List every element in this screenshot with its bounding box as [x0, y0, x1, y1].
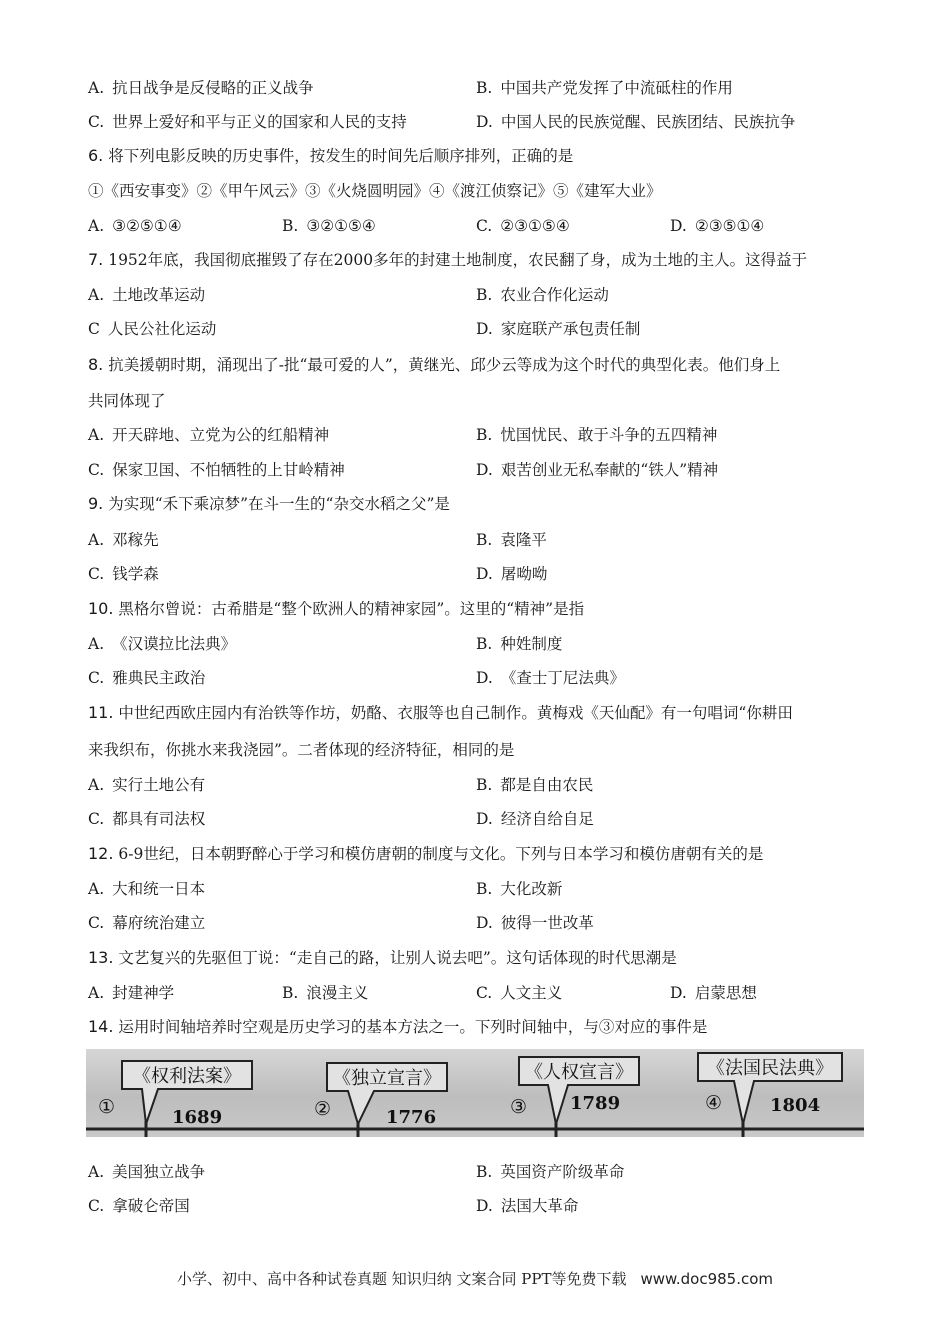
- q8-option-a: A. 开天辟地、立党为公的红船精神: [88, 426, 330, 444]
- q7-stem: 7. 1952年底，我国彻底摧毁了存在2000多年的封建土地制度，农民翻了身，成为土地的主人。这得益于: [88, 250, 808, 269]
- q14-option-a: A. 美国独立战争: [88, 1163, 206, 1181]
- q10-option-a: A. 《汉谟拉比法典》: [88, 635, 237, 653]
- page-footer: [0, 1268, 950, 1289]
- q5-option-d: D. 中国人民的民族觉醒、民族团结、民族抗争: [476, 113, 796, 131]
- q6-option-a: A. ③②⑤①④: [88, 217, 182, 235]
- q7-option-b: B. 农业合作化运动: [476, 286, 609, 304]
- q11-stem-line2: 来我织布，你挑水来我浇园”。二者体现的经济特征，相同的是: [88, 741, 515, 759]
- timeline-year-3: 1789: [570, 1093, 621, 1114]
- q8-option-d: D. 艰苦创业无私奉献的“铁人”精神: [476, 461, 719, 479]
- timeline-year-2: 1776: [386, 1107, 437, 1128]
- timeline-marker-3: ③: [510, 1096, 528, 1118]
- q10-stem: 10. 黑格尔曾说：古希腊是“整个欧洲人的精神家园”。这里的“精神”是指: [88, 599, 585, 618]
- q11-option-c: C. 都具有司法权: [88, 810, 206, 828]
- q13-stem: 13. 文艺复兴的先驱但丁说：“走自己的路，让别人说去吧”。这句话体现的时代思潮是: [88, 948, 677, 967]
- timeline-marker-1: ①: [98, 1096, 116, 1118]
- q10-option-c: C. 雅典民主政治: [88, 669, 206, 687]
- q8-stem-line1: 8. 抗美援朝时期，涌现出了-批“最可爱的人”，黄继光、邱少云等成为这个时代的典型化表。他们身上: [88, 355, 781, 374]
- q14-option-b: B. 英国资产阶级革命: [476, 1163, 625, 1181]
- q14-option-d: D. 法国大革命: [476, 1197, 579, 1215]
- q11-stem-line1: 11. 中世纪西欧庄园内有治铁等作坊，奶酪、衣服等也自己制作。黄梅戏《天仙配》有一句唱词“你耕田: [88, 703, 793, 722]
- q13-option-a: A. 封建神学: [88, 984, 175, 1002]
- q7-option-d: D. 家庭联产承包责任制: [476, 320, 641, 338]
- q12-option-d: D. 彼得一世改革: [476, 914, 594, 932]
- q14-timeline-image: [86, 1049, 864, 1137]
- q12-option-a: A. 大和统一日本: [88, 880, 206, 898]
- q8-stem-line2: 共同体现了: [88, 392, 166, 410]
- q13-option-c: C. 人文主义: [476, 984, 563, 1002]
- q5-option-c: C. 世界上爱好和平与正义的国家和人民的支持: [88, 113, 407, 131]
- q6-option-c: C. ②③①⑤④: [476, 217, 570, 235]
- callout-1-doc: 《权利法案》: [133, 1066, 241, 1087]
- q11-option-b: B. 都是自由农民: [476, 776, 594, 794]
- q13-option-d: D. 启蒙思想: [670, 984, 757, 1002]
- q6-stem: 6. 将下列电影反映的历史事件，按发生的时间先后顺序排列，正确的是: [88, 146, 574, 165]
- q14-option-c: C. 拿破仑帝国: [88, 1197, 190, 1215]
- q10-option-b: B. 种姓制度: [476, 635, 563, 653]
- q8-option-b: B. 忧国忧民、敢于斗争的五四精神: [476, 426, 718, 444]
- q7-option-a: A. 土地改革运动: [88, 286, 206, 304]
- timeline-svg: [86, 1049, 864, 1137]
- q11-option-d: D. 经济自给自足: [476, 810, 594, 828]
- q9-stem: 9. 为实现“禾下乘凉梦”在斗一生的“杂交水稻之父”是: [88, 494, 450, 513]
- q6-option-d: D. ②③⑤①④: [670, 217, 765, 235]
- q6-items: ①《西安事变》②《甲午风云》③《火烧圆明园》④《渡江侦察记》⑤《建军大业》: [88, 182, 662, 200]
- footer-text: 小学、初中、高中各种试卷真题 知识归纳 文案合同 PPT等免费下载: [176, 1270, 627, 1288]
- callout-4-doc: 《法国民法典》: [707, 1058, 833, 1079]
- callout-2-doc: 《独立宣言》: [333, 1068, 441, 1089]
- timeline-marker-2: ②: [314, 1098, 332, 1120]
- q13-option-b: B. 浪漫主义: [282, 984, 369, 1002]
- q12-option-b: B. 大化改新: [476, 880, 563, 898]
- timeline-year-4: 1804: [770, 1095, 821, 1116]
- q12-stem: 12. 6-9世纪，日本朝野醉心于学习和模仿唐朝的制度与文化。下列与日本学习和模仿唐朝有关的是: [88, 844, 764, 863]
- q14-stem: 14. 运用时间轴培养时空观是历史学习的基本方法之一。下列时间轴中，与③对应的事件是: [88, 1017, 708, 1036]
- q7-option-c: C 人民公社化运动: [88, 320, 217, 338]
- footer-url[interactable]: www.doc985.com: [640, 1270, 774, 1288]
- q9-option-a: A. 邓稼先: [88, 531, 159, 549]
- q8-option-c: C. 保家卫国、不怕牺牲的上甘岭精神: [88, 461, 345, 479]
- q5-option-b: B. 中国共产党发挥了中流砥柱的作用: [476, 79, 733, 97]
- q6-option-b: B. ③②①⑤④: [282, 217, 376, 235]
- q9-option-d: D. 屠呦呦: [476, 565, 548, 583]
- q12-option-c: C. 幕府统治建立: [88, 914, 206, 932]
- callout-3-doc: 《人权宣言》: [525, 1062, 633, 1083]
- q9-option-c: C. 钱学森: [88, 565, 159, 583]
- timeline-year-1: 1689: [172, 1107, 223, 1128]
- q10-option-d: D. 《查士丁尼法典》: [476, 669, 625, 687]
- q5-option-a: A. 抗日战争是反侵略的正义战争: [88, 79, 314, 97]
- q11-option-a: A. 实行土地公有: [88, 776, 206, 794]
- q9-option-b: B. 袁隆平: [476, 531, 547, 549]
- timeline-marker-4: ④: [705, 1092, 723, 1114]
